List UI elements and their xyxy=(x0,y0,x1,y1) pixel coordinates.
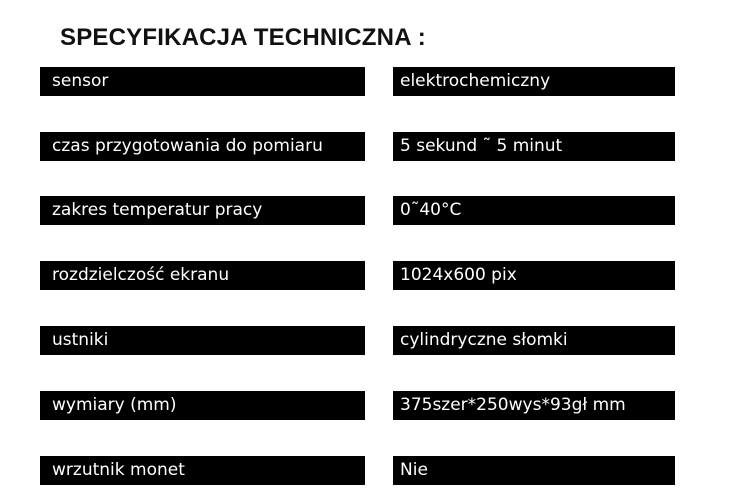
spec-value: 0˜40°C xyxy=(393,196,675,225)
spec-row xyxy=(0,196,730,227)
spec-value: Nie xyxy=(393,456,675,485)
spec-label: rozdzielczość ekranu xyxy=(40,261,365,290)
spec-value: cylindryczne słomki xyxy=(393,326,675,355)
spec-value: elektrochemiczny xyxy=(393,67,675,96)
spec-row xyxy=(0,261,730,292)
spec-row xyxy=(0,132,730,163)
spec-value: 5 sekund ˜ 5 minut xyxy=(393,132,675,161)
spec-row xyxy=(0,326,730,357)
spec-label: sensor xyxy=(40,67,365,96)
spec-row xyxy=(0,456,730,487)
spec-label: ustniki xyxy=(40,326,365,355)
spec-label: wrzutnik monet xyxy=(40,456,365,485)
spec-label: czas przygotowania do pomiaru xyxy=(40,132,365,161)
spec-row xyxy=(0,391,730,422)
spec-row xyxy=(0,67,730,98)
spec-value: 1024x600 pix xyxy=(393,261,675,290)
spec-label: wymiary (mm) xyxy=(40,391,365,420)
page-title: SPECYFIKACJA TECHNICZNA : xyxy=(60,24,426,51)
spec-value: 375szer*250wys*93gł mm xyxy=(393,391,675,420)
spec-label: zakres temperatur pracy xyxy=(40,196,365,225)
